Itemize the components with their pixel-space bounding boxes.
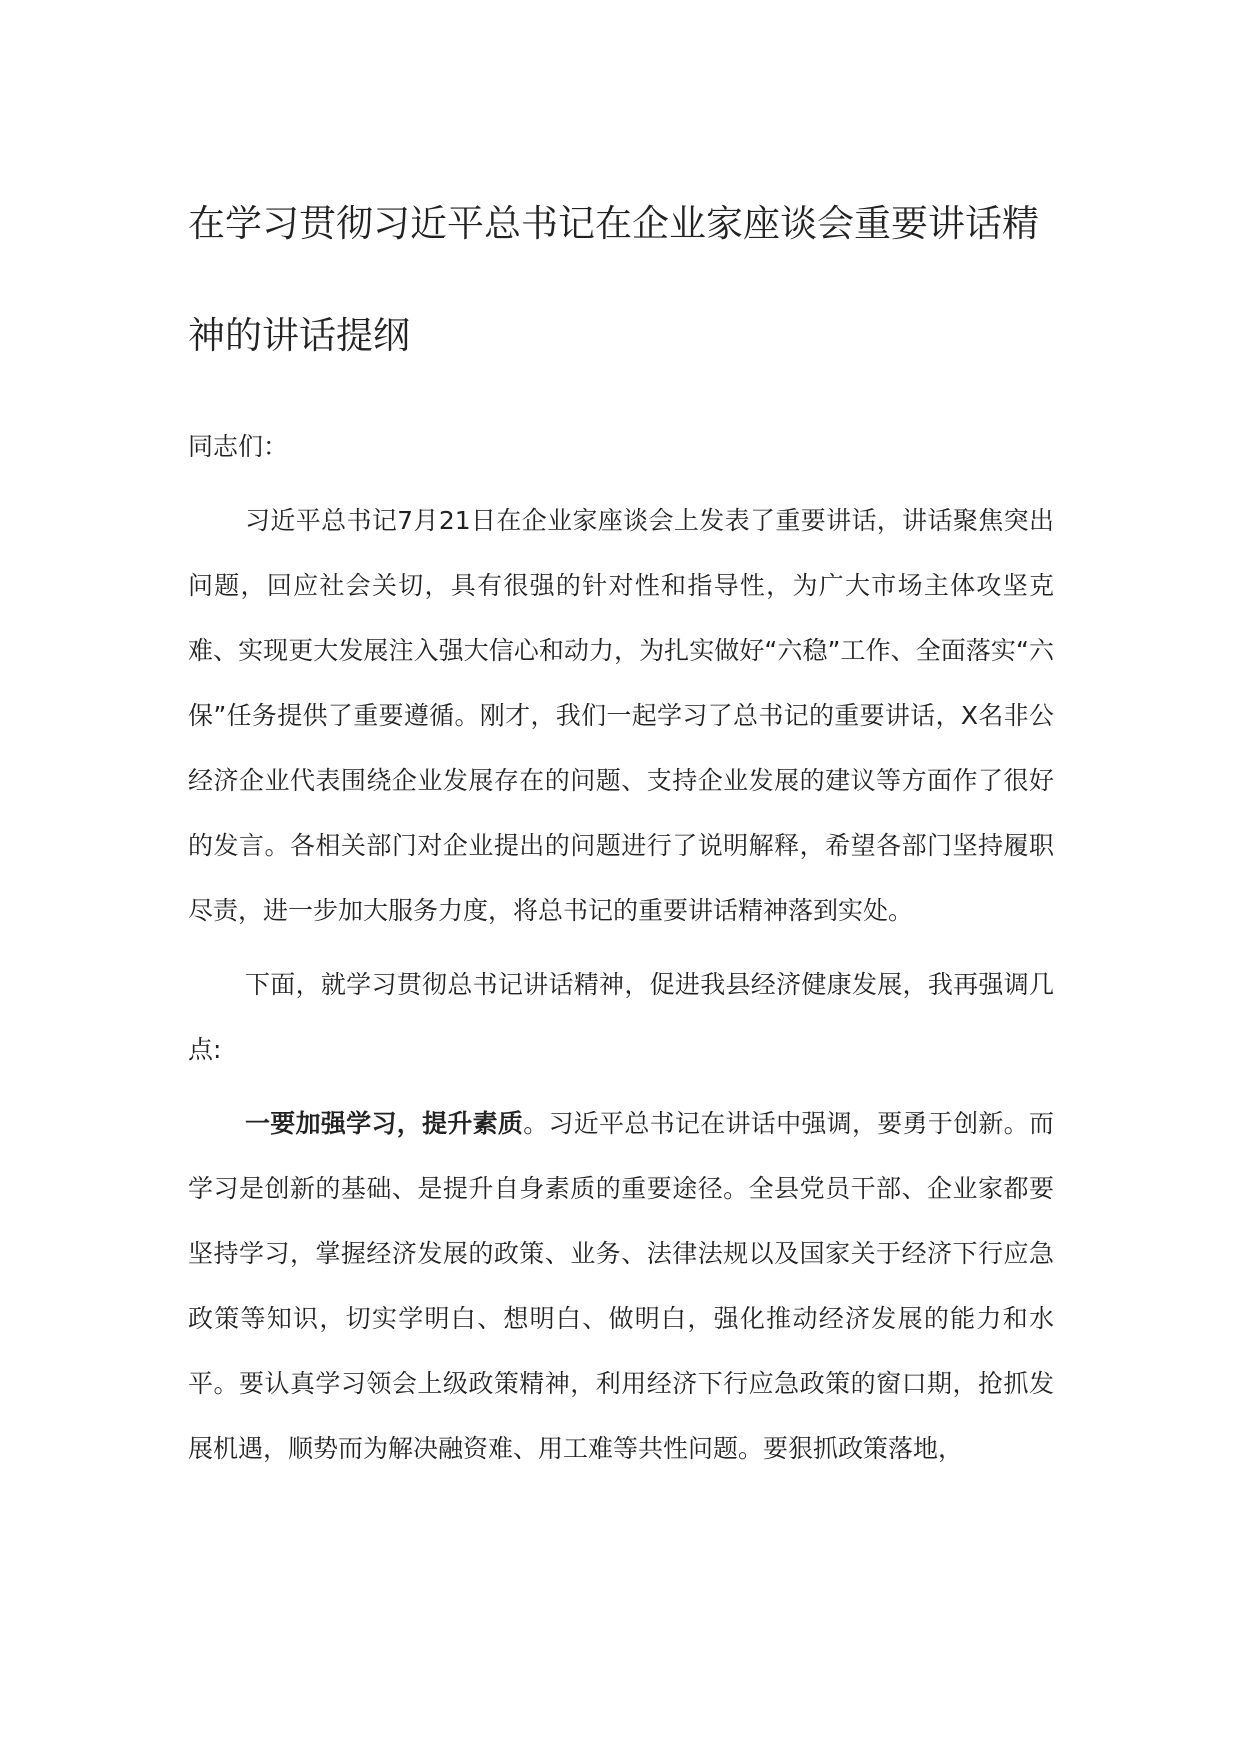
document-body bbox=[188, 198, 1054, 1481]
salutation: 同志们： bbox=[188, 432, 289, 461]
paragraph-intro bbox=[188, 488, 1054, 943]
paragraph-point-one bbox=[188, 1091, 1054, 1481]
paragraph-intro-text: 习近平总书记7月21日在企业家座谈会上发表了重要讲话，讲话聚焦突出问题，回应社会关切，具有很强的针对性和指导性，为广大市场主体攻坚克难、实现更大发展注入强大信心和动力，为扎实做好“六稳”工作、全面落实“六保”任务提供了重要遵循。刚才，我们一起学习了总书记的重要讲话，X名非公经济企业代表围绕企业发展存在的问题、支持企业发展的建议等方面作了很好的发言。各相关部门对企业提出的问题进行了说明解释，希望各部门坚持履职尽责，进一步加大服务力度，将总书记的重要讲话精神落到实处。 bbox=[188, 506, 1054, 925]
point-one-heading: 一要加强学习，提升素质 bbox=[245, 1109, 524, 1138]
paragraph-transition bbox=[188, 952, 1054, 1082]
paragraph-transition-text: 下面，就学习贯彻总书记讲话精神，促进我县经济健康发展，我再强调几点: bbox=[188, 970, 1054, 1064]
point-one-text: 。习近平总书记在讲话中强调，要勇于创新。而学习是创新的基础、是提升自身素质的重要途径。全县党员干部、企业家都要坚持学习，掌握经济发展的政策、业务、法律法规以及国家关于经济下行应急政策等知识，切实学明白、想明白、做明白，强化推动经济发展的能力和水平。要认真学习领会上级政策精神，利用经济下行应急政策的窗口期，抢抓发展机遇，顺势而为解决融资难、用工难等共性问题。要狠抓政策落地， bbox=[188, 1109, 1054, 1463]
document-title: 在学习贯彻习近平总书记在企业家座谈会重要讲话精神的讲话提纲 bbox=[188, 202, 1039, 357]
